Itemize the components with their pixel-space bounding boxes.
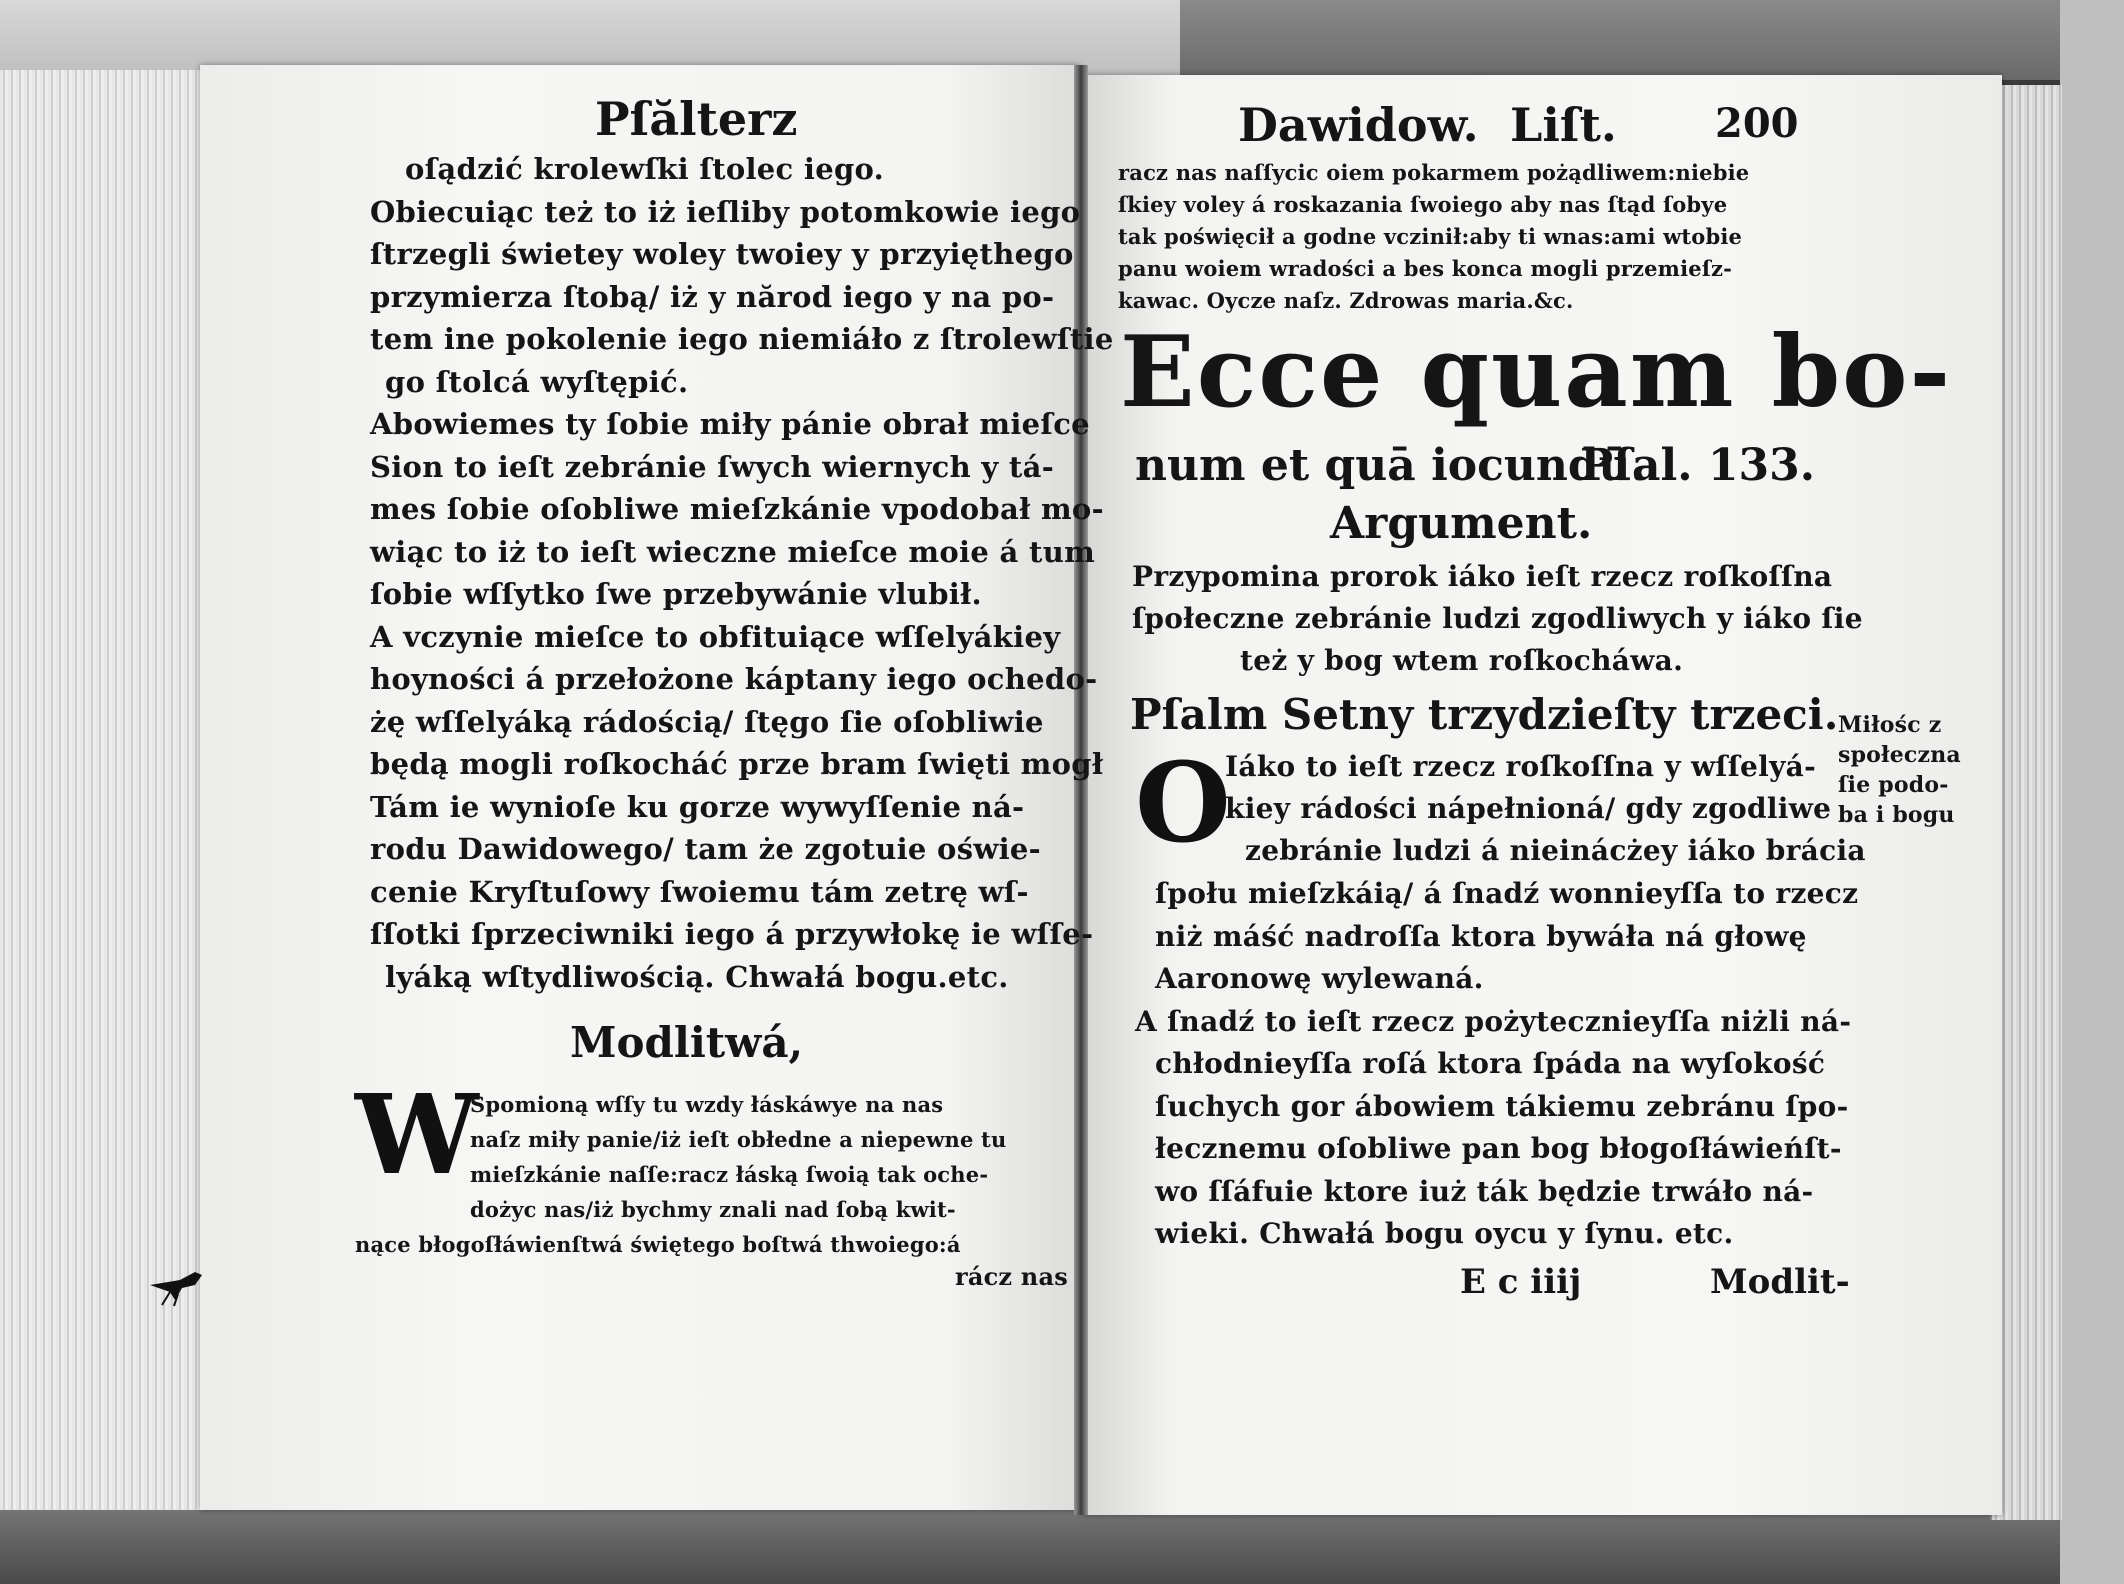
psalm-heading: Pſalm Setny trzydzieſty trzeci.	[1130, 690, 1839, 739]
left-body-line: ſobie wſſytko ſwe przebywánie vlubił.	[370, 577, 982, 611]
left-body-line: Tám ie wynioſe ku gorze wywyſſenie ná-	[370, 789, 1025, 824]
prayer-drop-cap: W	[355, 1070, 479, 1199]
psalm-body-line: A ſnadź to ieſt rzecz pożytecznieyſſa niżli ná-	[1135, 1004, 1852, 1038]
left-body-line: hoyności á przełożone káptany iego ochedo-	[370, 662, 1098, 696]
psalm-reference: Pſal. 133.	[1580, 440, 1816, 491]
psalm-body-line: niż máść nadroſſa ktora bywáła ná głowę	[1155, 919, 1807, 953]
background-right-edge	[2060, 0, 2124, 1584]
right-top-line: racz nas naſſycic oiem pokarmem pożądliwem:niebie	[1118, 160, 1750, 185]
psalm-incipit-line-2: num et quā iocundū.	[1135, 440, 1646, 491]
left-body-line: będą mogli roſkocháć prze bram ſwięti mogł	[370, 747, 1104, 781]
left-body-line: lyáką wſtydliwością. Chwałá bogu.etc.	[385, 959, 1009, 994]
marginal-note-line: społeczna	[1838, 742, 1961, 768]
left-body-line: żę wſſelyáką rádością/ ſtęgo ſie oſobliwie	[370, 704, 1044, 739]
right-top-line: panu woiem wradości a bes konca mogli przemieſz-	[1118, 256, 1733, 281]
left-body-line: tem ine pokolenie iego niemiáło z ſtrolewſtie	[370, 322, 1114, 356]
left-body-line: ſtrzegli świetey woley twoiey y przyięthego	[370, 237, 1074, 271]
left-body-line: mes ſobie oſobliwe mieſzkánie vpodobał mo-	[370, 492, 1104, 526]
left-body-line: go ſtolcá wyſtępić.	[385, 364, 689, 399]
left-catchword: rácz nas	[955, 1262, 1068, 1291]
prayer-line: dożyc nas/iż bychmy znali nad ſobą kwit-	[470, 1197, 956, 1222]
psalm-first-line: Iáko to ieſt rzecz roſkoſſna y wſſelyá-	[1225, 750, 1817, 783]
left-body-line: przymierza ſtobą/ iż y nărod iego y na po-	[370, 279, 1055, 314]
psalm-body-line: ſuchych gor ábowiem tákiemu zebránu ſpo-	[1155, 1089, 1849, 1123]
left-body-line: oſądzić krolewſki ſtolec iego.	[405, 152, 885, 186]
book-gutter	[1074, 65, 1088, 1515]
psalm-body-line: wieki. Chwałá bogu oycu y ſynu. etc.	[1155, 1217, 1734, 1250]
argument-line: Przypomina prorok iáko ieſt rzecz roſkoſſna	[1132, 560, 1833, 593]
prayer-line: Spomioną wſſy tu wzdy łáskáwye na nas	[470, 1092, 944, 1117]
marginal-note-line: ſie podo-	[1838, 772, 1949, 798]
right-catchword: Modlit-	[1710, 1262, 1850, 1302]
marginal-note-line: ba i bogu	[1838, 802, 1955, 828]
right-top-line: tak poświęcił a godne vczinił:aby ti wnas:ami wtobie	[1118, 224, 1743, 249]
psalm-incipit-line-1: Ecce quam bo-	[1120, 315, 1953, 430]
left-body-line: wiąc to iż to ieſt wieczne mieſce moie á tum	[370, 534, 1096, 569]
left-body-line: Abowiemes ty ſobie miły pánie obrał mieſce	[370, 407, 1090, 441]
prayer-line: mieſzkánie naſſe:racz łáską ſwoią tak oche-	[470, 1162, 989, 1187]
left-body-line: Sion to ieſt zebránie ſwych wiernych y tá-	[370, 449, 1055, 484]
left-body-line: Obiecuiąc też to iż ieſliby potomkowie iego	[370, 194, 1081, 229]
left-body-line: ſſotki ſprzeciwniki iego á przywłokę ie wſſe-	[370, 917, 1094, 951]
psalm-body-line: Aaronowę wylewaná.	[1155, 962, 1484, 995]
psalm-body-line: wo ſſáfuie ktore iuż ták będzie trwáło ná-	[1155, 1174, 1814, 1208]
argument-line: też y bog wtem roſkocháwa.	[1240, 644, 1684, 677]
prayer-heading: Modlitwá,	[570, 1018, 804, 1067]
psalm-first-line: zebránie ludzi á nieinácżey iáko brácia	[1245, 834, 1866, 867]
bird-ink-mark	[140, 1250, 220, 1310]
psalm-body-line: ſpołu mieſzkáią/ á ſnadź wonnieyſſa to rzecz	[1155, 877, 1859, 910]
psalm-first-line: kiey rádości nápełnioná/ gdy zgodliwe	[1225, 792, 1832, 825]
left-body-line: cenie Kryſtuſowy ſwoiemu tám zetrę wſ-	[370, 874, 1029, 909]
prayer-line: nące błogoſłáwienſtwá świętego boſtwá thwoiego:á	[355, 1232, 961, 1257]
right-running-head-list: Liſt.	[1510, 98, 1617, 152]
psalm-drop-cap: O	[1135, 738, 1231, 867]
marginal-note-line: Miłośc z	[1838, 712, 1942, 738]
right-top-line: kawac. Oycze naſz. Zdrowas maria.&c.	[1118, 288, 1574, 313]
right-top-line: ſkiey voley á roskazania ſwoiego aby nas ſtąd ſobye	[1118, 192, 1728, 217]
left-body-line: A vczynie mieſce to obfituiące wſſelyákiey	[370, 619, 1061, 654]
background-top-right	[1180, 0, 2124, 80]
psalm-body-line: łecznemu oſobliwe pan bog błogoſłáwieńſt-	[1155, 1132, 1842, 1165]
signature-mark: E c iiij	[1460, 1262, 1582, 1302]
prayer-line: naſz miły panie/iż ieſt obłedne a niepewne tu	[470, 1127, 1007, 1152]
psalm-body-line: chłodnieyſſa roſá ktora ſpáda na wyſokość	[1155, 1047, 1826, 1080]
argument-heading: Argument.	[1330, 498, 1593, 549]
right-running-head: Dawidow.	[1238, 98, 1479, 152]
folio-number: 200	[1715, 100, 1799, 147]
left-running-head: Pſălterz	[595, 92, 798, 146]
left-body-line: rodu Dawidowego/ tam że zgotuie oświe-	[370, 832, 1041, 866]
argument-line: ſpołeczne zebránie ludzi zgodliwych y iáko ſie	[1132, 602, 1863, 635]
